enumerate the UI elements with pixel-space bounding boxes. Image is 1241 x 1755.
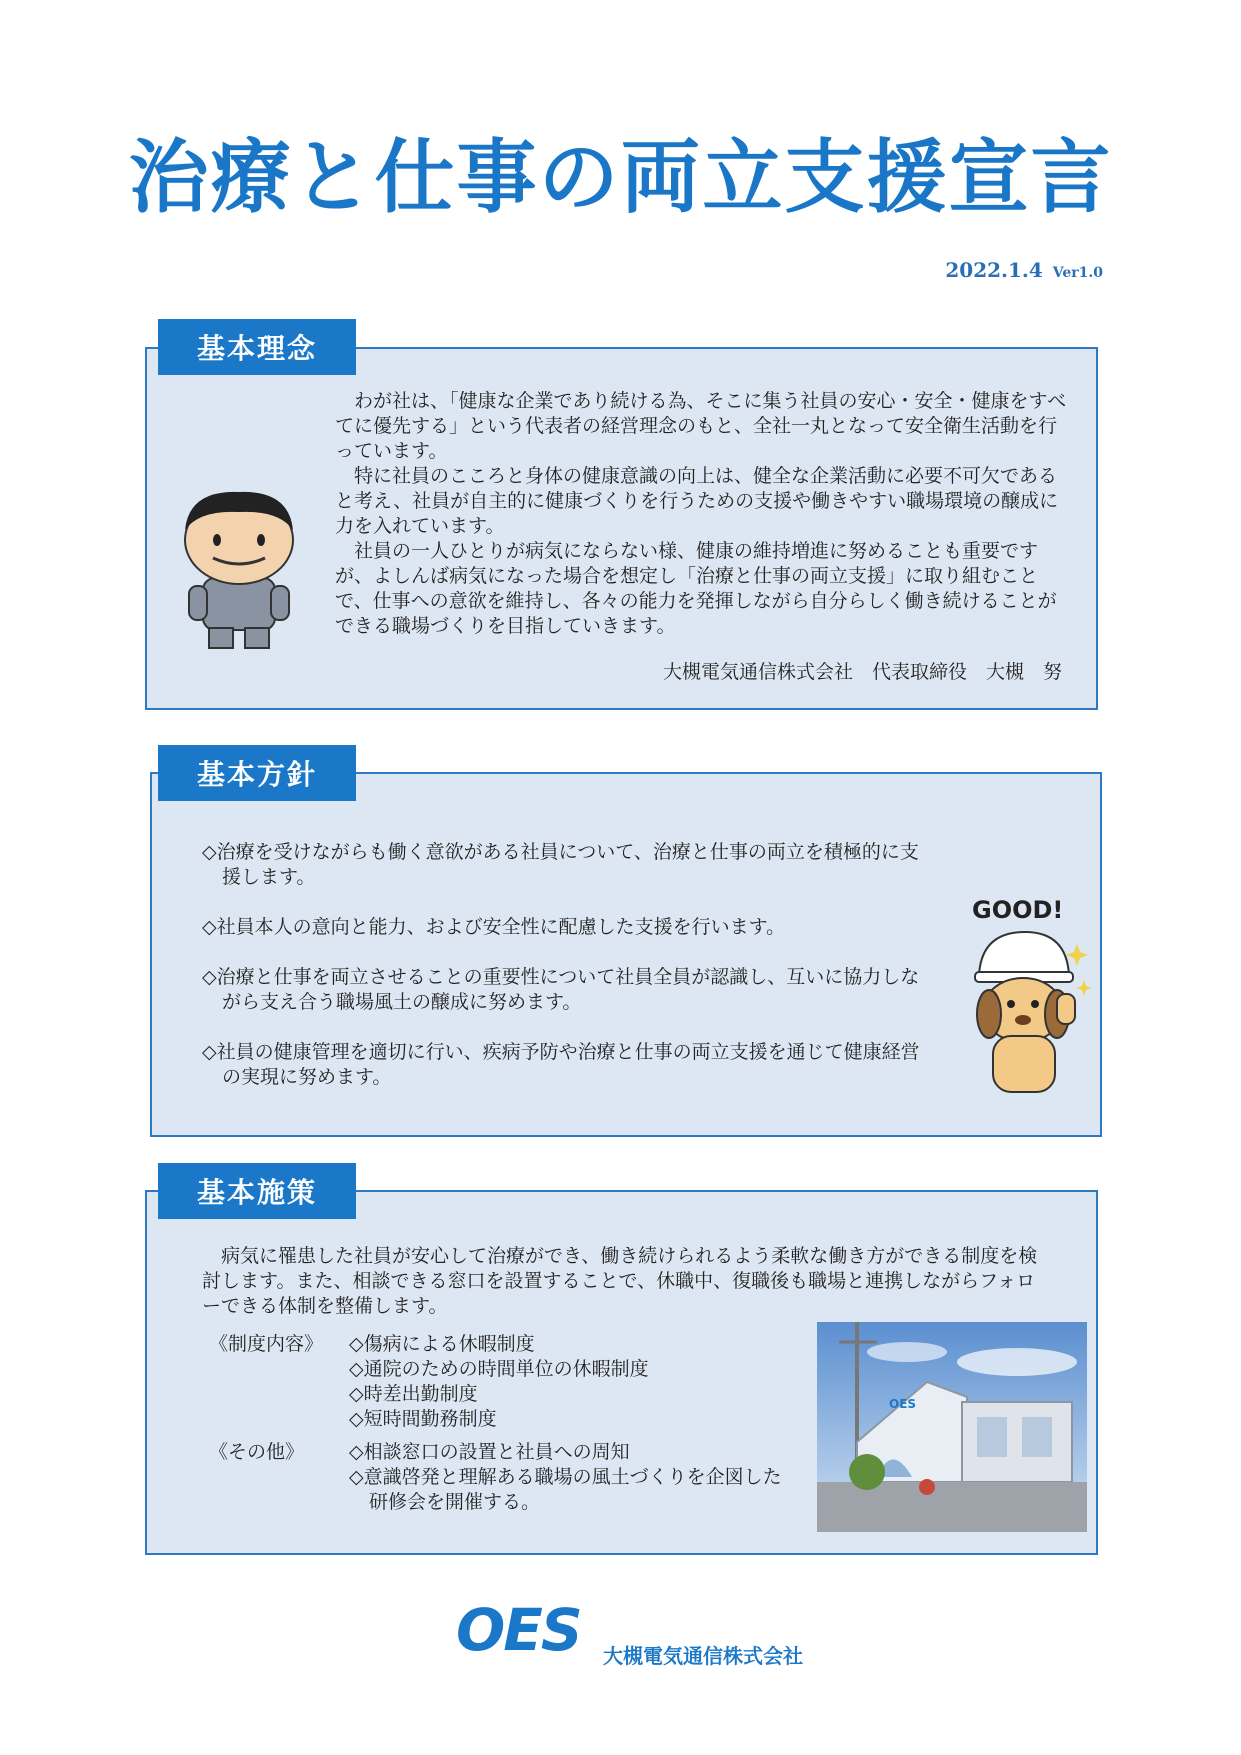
houshin-item-3: ◇治療と仕事を両立させることの重要性について社員全員が認識し、互いに協力しながら支え合う職場風土の醸成に努めます。 [202,966,920,1013]
seido-item-3: ◇時差出勤制度 [349,1383,478,1405]
section-kihon-rinen [145,347,1098,710]
other-item-1: ◇相談窓口の設置と社員への周知 [349,1441,630,1463]
seido-items [349,1332,649,1432]
signature: 大槻電気通信株式会社 代表取締役 大槻 努 [662,661,1062,683]
heading-kihon-houshin: 基本方針 [158,745,356,801]
heading-kihon-shisaku: 基本施策 [158,1163,356,1219]
rinen-text [335,389,1070,639]
houshin-item-4: ◇社員の健康管理を適切に行い、疾病予防や治療と仕事の両立支援を通じて健康経営の実現に努めます。 [202,1041,920,1088]
section-kihon-shisaku [145,1190,1098,1555]
company-building-photo [817,1322,1087,1532]
date-line [945,258,1103,282]
good-label: GOOD! [972,896,1064,924]
mascot-dog-thumbs-up-illustration [967,924,1092,1104]
oes-logo-icon [456,1598,606,1658]
houshin-list [202,840,932,1115]
seido-row [209,1332,789,1432]
svg-text:OES: OES [889,1397,917,1411]
page-title: 治療と仕事の両立支援宣言 [128,131,1113,224]
other-items [349,1440,789,1515]
seido-item-1: ◇傷病による休暇制度 [349,1333,535,1355]
mascot-worker-illustration [169,482,309,652]
rinen-paragraph-2: 特に社員のこころと身体の健康意識の向上は、健全な企業活動に必要不可欠であると考え、社員が自主的に健康づくりを行うための支援や働きやすい職場環境の醸成に力を入れています。 [335,465,1059,537]
houshin-item-2: ◇社員本人の意向と能力、および安全性に配慮した支援を行います。 [202,916,786,938]
other-row [209,1440,789,1515]
seido-item-4: ◇短時間勤務制度 [349,1408,497,1430]
rinen-paragraph-3: 社員の一人ひとりが病気にならない様、健康の維持増進に努めることも重要ですが、よしんば病気になった場合を想定し「治療と仕事の両立支援」に取り組むことで、仕事への意欲を維持し、各々の能力を発揮しながら自分らしく働き続けることができる職場づくりを目指していきます。 [335,540,1057,637]
seido-label: 《制度内容》 [209,1333,324,1355]
footer-company-name: 大槻電気通信株式会社 [603,1644,803,1668]
other-label: 《その他》 [209,1441,305,1463]
rinen-paragraph-1: わが社は、「健康な企業であり続ける為、そこに集う社員の安心・安全・健康をすべてに優先する」という代表者の経営理念のもと、全社一丸となって安全衛生活動を行っています。 [335,390,1067,462]
other-item-2: ◇意識啓発と理解ある職場の風土づくりを企図した研修会を開催する。 [349,1466,782,1513]
houshin-item-1: ◇治療を受けながらも働く意欲がある社員について、治療と仕事の両立を積極的に支援します。 [202,841,919,888]
heading-kihon-rinen: 基本理念 [158,319,356,375]
logo-text: OES [456,1598,581,1658]
shisaku-intro-text: 病気に罹患した社員が安心して治療ができ、働き続けられるよう柔軟な働き方ができる制度を検討します。また、相談できる窓口を設置することで、休職中、復職後も職場と連携しながらフォローできる体制を整備します。 [202,1245,1038,1317]
shisaku-intro [202,1244,1042,1319]
section-kihon-houshin [150,772,1102,1137]
shisaku-lists [209,1332,789,1515]
seido-item-2: ◇通院のための時間単位の休暇制度 [349,1358,649,1380]
date-text: 2022.1.4 [945,258,1043,282]
version-text: Ver1.0 [1052,265,1103,281]
